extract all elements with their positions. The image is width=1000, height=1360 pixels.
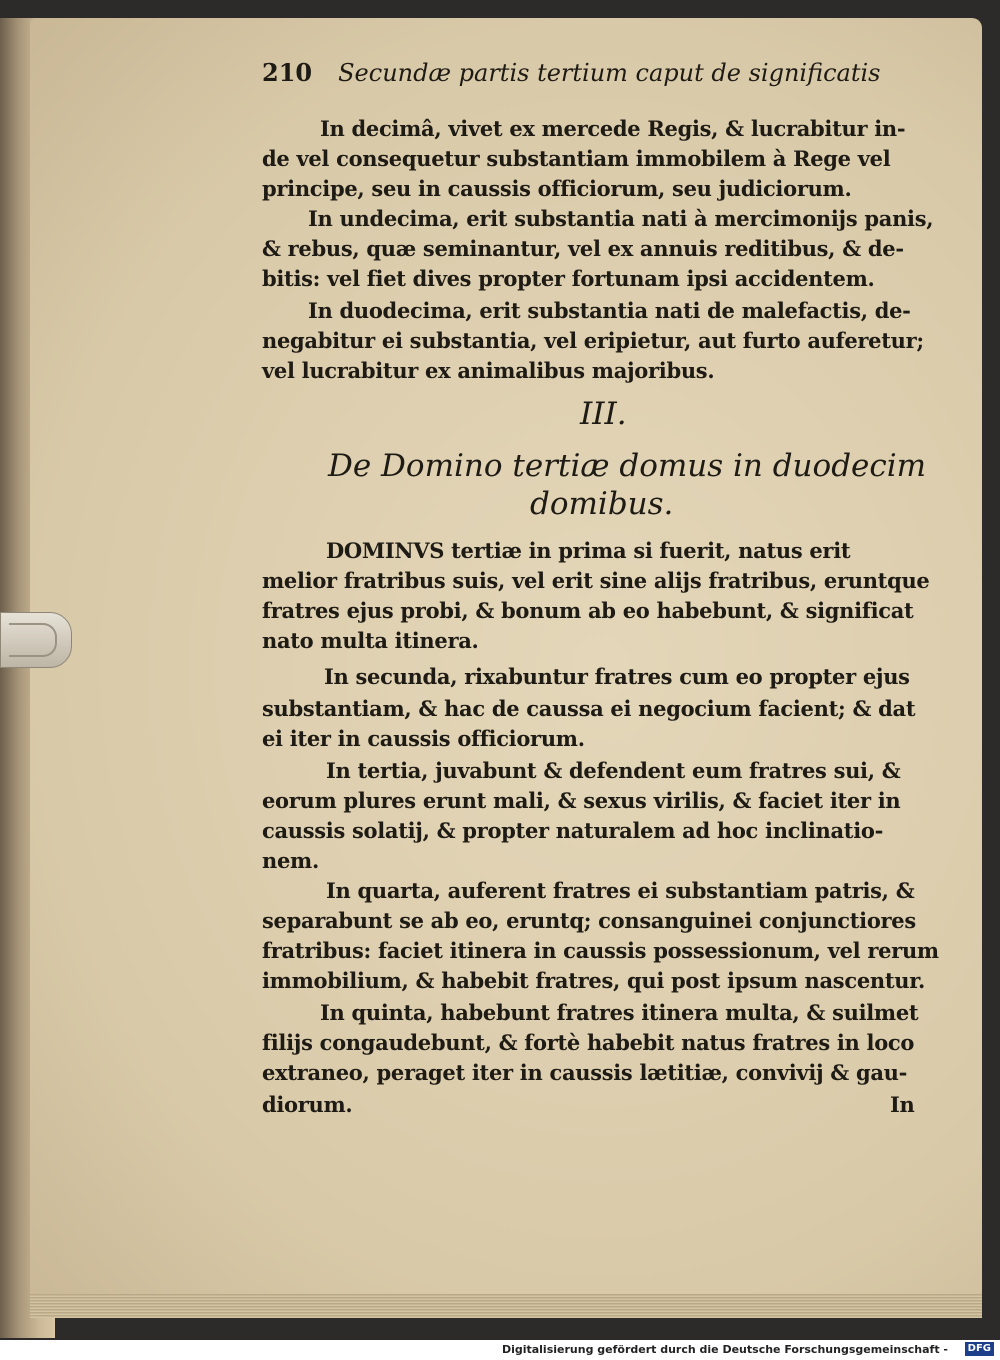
text-line: In undecima, erit substantia nati à mercimonijs panis, — [308, 206, 934, 231]
text-line: In tertia, juvabunt & defendent eum fratres sui, & — [326, 758, 901, 783]
text-line: vel lucrabitur ex animalibus majoribus. — [262, 358, 715, 383]
page-number: 210 — [262, 58, 313, 87]
running-title: Secundæ partis tertium caput de significatis — [338, 59, 881, 87]
clip-loop — [9, 623, 57, 657]
text-line: melior fratribus suis, vel erit sine alijs fratribus, eruntque — [262, 568, 930, 593]
text-line: fratribus: faciet itinera in caussis possessionum, vel rerum — [262, 938, 939, 963]
catchword: In — [890, 1092, 915, 1117]
text-line: immobilium, & habebit fratres, qui post ipsum nascentur. — [262, 968, 926, 993]
digitization-footer — [0, 1340, 1000, 1360]
section-title-continued: domibus. — [530, 486, 674, 522]
text-line: In quinta, habebunt fratres itinera multa, & suilmet — [320, 1000, 919, 1025]
text-line: substantiam, & hac de caussa ei negocium facient; & dat — [262, 696, 916, 721]
dfg-logo: DFG — [965, 1342, 994, 1356]
section-number: III. — [580, 396, 627, 432]
text-line: negabitur ei substantia, vel eripietur, aut furto auferetur; — [262, 328, 924, 353]
section-title: De Domino tertiæ domus in duodecim — [328, 448, 927, 484]
text-line: & rebus, quæ seminantur, vel ex annuis reditibus, & de- — [262, 236, 904, 261]
page-clip — [0, 612, 72, 668]
text-line: separabunt se ab eo, eruntq; consanguinei conjunctiores — [262, 908, 916, 933]
text-line: nem. — [262, 848, 319, 873]
text-line: DOMINVS tertiæ in prima si fuerit, natus erit — [326, 538, 851, 563]
text-line: eorum plures erunt mali, & sexus virilis, & faciet iter in — [262, 788, 901, 813]
funding-note: Digitalisierung gefördert durch die Deutsche Forschungsgemeinschaft - — [501, 1343, 948, 1356]
text-line: filijs congaudebunt, & fortè habebit natus fratres in loco — [262, 1030, 915, 1055]
text-line: fratres ejus probi, & bonum ab eo habebunt, & significat — [262, 598, 914, 623]
text-line: In quarta, auferent fratres ei substantiam patris, & — [326, 878, 915, 903]
text-line: In decimâ, vivet ex mercede Regis, & lucrabitur in- — [320, 116, 906, 141]
text-line: In secunda, rixabuntur fratres cum eo propter ejus — [324, 664, 910, 689]
text-line: principe, seu in caussis officiorum, seu judiciorum. — [262, 176, 852, 201]
page-stack-edge — [30, 1294, 982, 1318]
running-header — [262, 58, 902, 87]
text-line: de vel consequetur substantiam immobilem à Rege vel — [262, 146, 891, 171]
text-line: In duodecima, erit substantia nati de malefactis, de- — [308, 298, 911, 323]
text-line: bitis: vel fiet dives propter fortunam ipsi accidentem. — [262, 266, 875, 291]
text-line: extraneo, peraget iter in caussis lætitiæ, convivij & gau- — [262, 1060, 908, 1085]
text-line: ei iter in caussis officiorum. — [262, 726, 585, 751]
text-line: caussis solatij, & propter naturalem ad hoc inclinatio- — [262, 818, 883, 843]
text-line: diorum. — [262, 1092, 353, 1117]
text-line: nato multa itinera. — [262, 628, 479, 653]
